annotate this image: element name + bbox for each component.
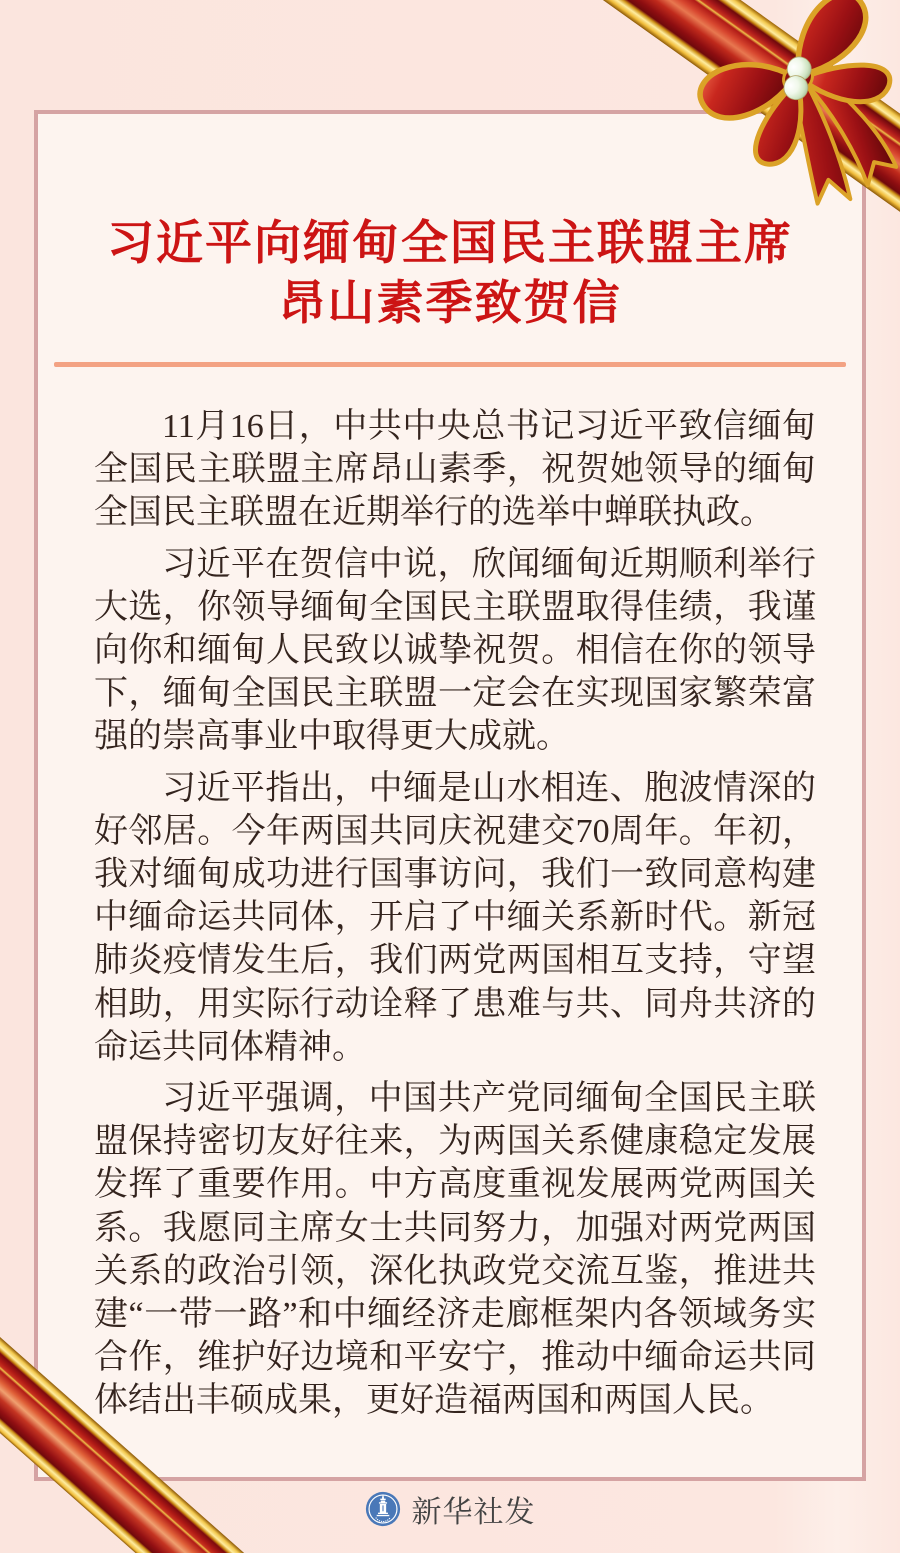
agency-credit-text: 新华社发 xyxy=(411,1496,536,1529)
article-body xyxy=(94,405,816,1423)
headline-divider xyxy=(54,362,846,367)
paragraph-1: 11月16日，中共中央总书记习近平致信缅甸全国民主联盟主席昂山素季，祝贺她领导的缅甸全国民主联盟在近期举行的选举中蝉联执政。 xyxy=(94,408,816,532)
paragraph-4: 习近平强调，中国共产党同缅甸全国民主联盟保持密切友好往来，为两国关系健康稳定发展发挥了重要作用。中方高度重视发展两党两国关系。我愿同主席女士共同努力，加强对两党两国关系的政治引领，深化执政党交流互鉴，推进共建“一带一路”和中缅经济走廊框架内各领域务实合作，维护好边境和平安宁，推动中缅命运共同体结出丰硕成果，更好造福两国和两国人民。 xyxy=(94,1080,816,1420)
paragraph-3: 习近平指出，中缅是山水相连、胞波情深的好邻居。今年两国共同庆祝建交70周年。年初，我对缅甸成功进行国事访问，我们一致同意构建中缅命运共同体，开启了中缅关系新时代。新冠肺炎疫情发生后，我们两党两国相互支持，守望相助，用实际行动诠释了患难与共、同舟共济的命运共同体精神。 xyxy=(94,769,816,1066)
ribbon-bow-icon xyxy=(570,0,900,255)
article-panel xyxy=(34,110,866,1481)
headline-line-1: 习近平向缅甸全国民主联盟主席 xyxy=(107,218,793,270)
headline-line-2: 昂山素季致贺信 xyxy=(278,278,622,330)
diagonal-ribbon-icon xyxy=(0,1291,300,1553)
xinhua-emblem-icon xyxy=(365,1491,401,1527)
paragraph-2: 习近平在贺信中说，欣闻缅甸近期顺利举行大选，你领导缅甸全国民主联盟取得佳绩，我谨向你和缅甸人民致以诚挚祝贺。相信在你的领导下，缅甸全国民主联盟一定会在实现国家繁荣富强的崇高事业中取得更大成就。 xyxy=(94,545,816,756)
